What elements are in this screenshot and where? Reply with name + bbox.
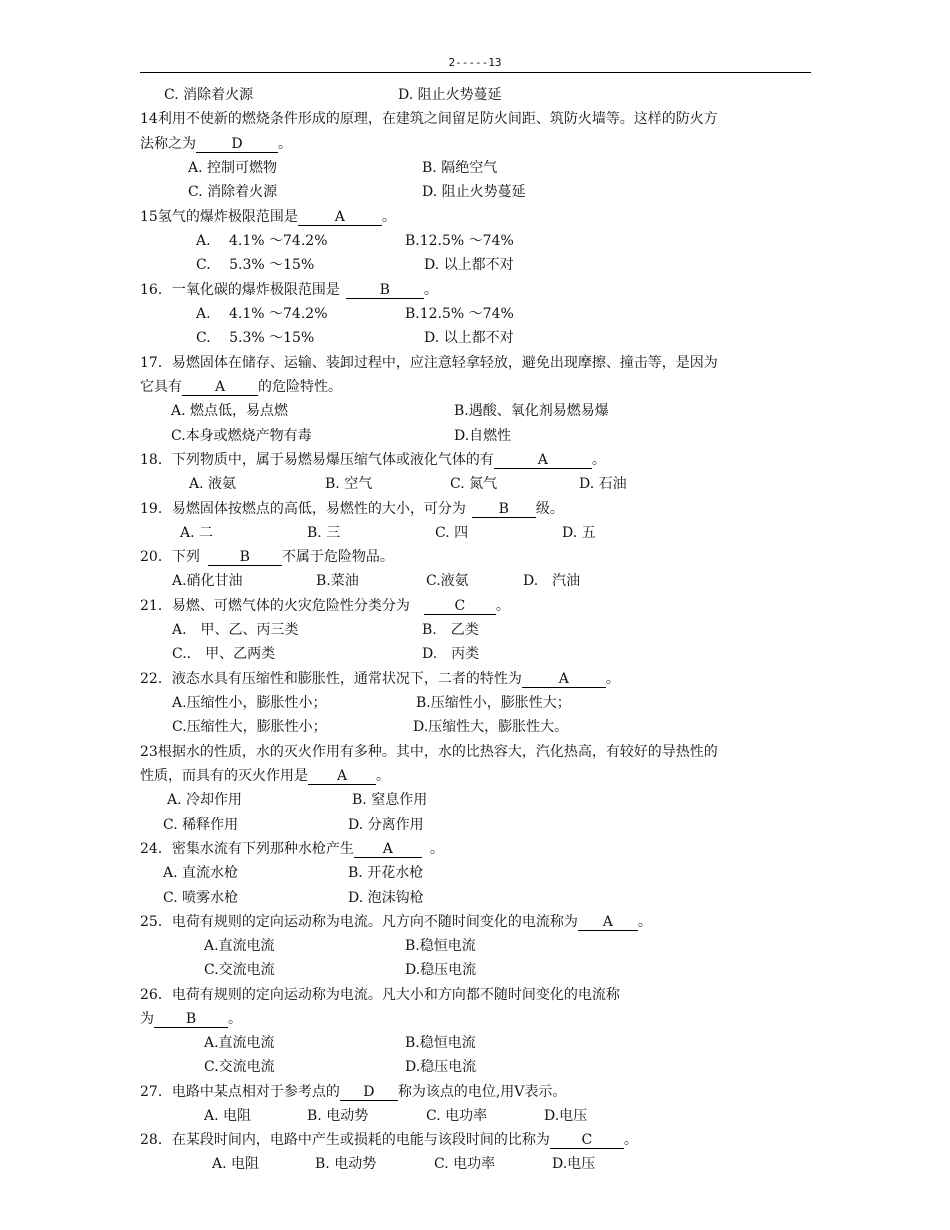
q24-text: [140, 840, 444, 858]
page-number-header: 2-----13: [448, 56, 502, 69]
q25-option-c: C.交流电流: [204, 962, 275, 978]
q22-option-d: D.压缩性大，膨胀性大。: [413, 719, 569, 735]
q19-option-c: C. 四: [435, 525, 469, 541]
q14-text-line1: 14利用不使新的燃烧条件形成的原理，在建筑之间留足防火间距、筑防火墙等。这样的防火方: [140, 111, 718, 127]
q14-option-a: A. 控制可燃物: [188, 160, 278, 176]
q28-suffix: 。: [623, 1132, 638, 1148]
q14-suffix: 。: [278, 136, 292, 152]
q16-option-c: C. 5.3% ～15%: [196, 330, 315, 346]
q24-option-a: A. 直流水枪: [163, 865, 239, 881]
q23-text-line2: [140, 767, 390, 785]
q16-option-d: D. 以上都不对: [424, 330, 514, 346]
q21-text: [140, 597, 510, 615]
q17-suffix: 的危险特性。: [258, 379, 342, 395]
q24-option-d: D. 泡沫钩枪: [348, 890, 424, 906]
q25-option-b: B.稳恒电流: [405, 938, 476, 954]
q27-text: [140, 1083, 566, 1101]
q18-option-d: D. 石油: [579, 476, 627, 492]
q17-option-c: C.本身或燃烧产物有毒: [171, 428, 312, 444]
q19-answer-blank: B: [472, 501, 536, 518]
q18-suffix: 。: [591, 452, 606, 468]
q24-option-c: C. 喷雾水枪: [163, 890, 239, 906]
q23-prefix: 性质，而具有的灭火作用是: [140, 768, 308, 784]
q16-option-b: B.12.5% ～74%: [405, 306, 514, 322]
q26-answer-blank: B: [154, 1011, 228, 1028]
q14-prefix: 法称之为: [140, 136, 196, 152]
q26-suffix: 。: [228, 1011, 242, 1027]
q20-answer-blank: B: [208, 549, 282, 566]
q14-answer-blank: D: [196, 136, 278, 153]
q20-prefix: 20．下列: [140, 549, 200, 565]
q13-option-c: C. 消除着火源: [164, 87, 254, 103]
q23-text-line1: 23根据水的性质，水的灭火作用有多种。其中，水的比热容大，汽化热高，有较好的导热性的: [140, 744, 718, 760]
q17-prefix: 它具有: [140, 379, 182, 395]
q19-option-a: A. 二: [180, 525, 214, 541]
q22-text: [140, 670, 620, 688]
q25-text: [140, 913, 652, 931]
q19-suffix: 级。: [535, 501, 564, 517]
q26-option-d: D.稳压电流: [405, 1059, 477, 1075]
q26-option-b: B.稳恒电流: [405, 1035, 476, 1051]
q15-option-c: C. 5.3% ～15%: [196, 257, 315, 273]
q16-prefix: 16．一氧化碳的爆炸极限范围是: [140, 282, 340, 298]
q18-option-c: C. 氮气: [450, 476, 498, 492]
q25-prefix: 25．电荷有规则的定向运动称为电流。凡方向不随时间变化的电流称为: [140, 914, 578, 930]
q14-text-line2: [140, 135, 292, 153]
q27-option-c: C. 电功率: [426, 1108, 488, 1124]
q13-option-d: D. 阻止火势蔓延: [398, 87, 502, 103]
q23-answer-blank: A: [308, 768, 376, 785]
q22-prefix: 22．液态水具有压缩性和膨胀性，通常状况下，二者的特性为: [140, 671, 522, 687]
q26-text-line2: [140, 1010, 242, 1028]
q28-answer-blank: C: [550, 1132, 624, 1149]
q19-option-d: D. 五: [562, 525, 596, 541]
q26-option-c: C.交流电流: [204, 1059, 275, 1075]
q17-option-a: A. 燃点低，易点燃: [171, 403, 289, 419]
q17-option-d: D.自燃性: [454, 428, 512, 444]
q20-option-d: D. 汽油: [523, 573, 581, 589]
q27-answer-blank: D: [340, 1084, 398, 1101]
q27-option-d: D.电压: [544, 1108, 588, 1124]
q21-suffix: 。: [495, 598, 510, 614]
q23-option-b: B. 窒息作用: [352, 792, 428, 808]
q23-option-a: A. 冷却作用: [167, 792, 243, 808]
q23-suffix: 。: [376, 768, 390, 784]
q27-option-a: A. 电阻: [204, 1108, 252, 1124]
q21-option-b: B. 乙类: [422, 622, 479, 638]
q20-option-c: C.液氨: [426, 573, 469, 589]
q17-answer-blank: A: [182, 379, 258, 396]
q20-option-a: A.硝化甘油: [172, 573, 243, 589]
q14-option-c: C. 消除着火源: [188, 184, 278, 200]
q27-suffix: 称为该点的电位,用V表示。: [397, 1084, 567, 1100]
q17-text-line1: 17．易燃固体在储存、运输、装卸过程中，应注意轻拿轻放，避免出现摩擦、撞击等，是因为: [140, 355, 718, 371]
q22-option-a: A.压缩性小，膨胀性小；: [172, 695, 327, 711]
q25-suffix: 。: [637, 914, 652, 930]
q25-answer-blank: A: [578, 914, 638, 931]
q25-option-d: D.稳压电流: [405, 962, 477, 978]
q23-option-c: C. 稀释作用: [163, 817, 239, 833]
q22-option-b: B.压缩性小，膨胀性大；: [416, 695, 571, 711]
q23-option-d: D. 分离作用: [348, 817, 424, 833]
q15-suffix: 。: [381, 209, 396, 225]
q15-answer-blank: A: [298, 209, 382, 226]
q24-answer-blank: A: [354, 841, 422, 858]
q18-option-b: B. 空气: [325, 476, 373, 492]
q18-text: [140, 451, 606, 469]
q21-option-a: A. 甲、乙、丙三类: [172, 622, 299, 638]
q16-text: [140, 281, 438, 299]
q19-text: [140, 500, 564, 518]
q15-prefix: 15氢气的爆炸极限范围是: [140, 209, 298, 225]
q25-option-a: A.直流电流: [204, 938, 275, 954]
q17-option-b: B.遇酸、氧化剂易燃易爆: [454, 403, 609, 419]
q15-option-b: B.12.5% ～74%: [405, 233, 514, 249]
q20-suffix: 不属于危险物品。: [281, 549, 394, 565]
q22-suffix: 。: [605, 671, 620, 687]
q17-text-line2: [140, 378, 342, 396]
q28-text: [140, 1131, 638, 1149]
q22-option-c: C.压缩性大，膨胀性小；: [172, 719, 327, 735]
q21-prefix: 21．易燃、可燃气体的火灾危险性分类分为: [140, 598, 410, 614]
q20-option-b: B.菜油: [316, 573, 359, 589]
q14-option-b: B. 隔绝空气: [422, 160, 498, 176]
q19-prefix: 19．易燃固体按燃点的高低，易燃性的大小，可分为: [140, 501, 466, 517]
q19-option-b: B. 三: [307, 525, 341, 541]
q24-option-b: B. 开花水枪: [348, 865, 424, 881]
q14-option-d: D. 阻止火势蔓延: [422, 184, 526, 200]
q16-suffix: 。: [423, 282, 438, 298]
q24-suffix: 。: [429, 841, 444, 857]
q28-option-d: D.电压: [552, 1156, 596, 1172]
q26-prefix: 为: [140, 1011, 154, 1027]
q16-answer-blank: B: [346, 282, 424, 299]
q18-prefix: 18．下列物质中，属于易燃易爆压缩气体或液化气体的有: [140, 452, 494, 468]
q16-option-a: A. 4.1% ～74.2%: [196, 306, 328, 322]
q28-option-c: C. 电功率: [434, 1156, 496, 1172]
q15-option-d: D. 以上都不对: [424, 257, 514, 273]
q28-option-b: B. 电动势: [315, 1156, 377, 1172]
q26-option-a: A.直流电流: [204, 1035, 275, 1051]
q18-option-a: A. 液氨: [189, 476, 237, 492]
q28-prefix: 28．在某段时间内，电路中产生或损耗的电能与该段时间的比称为: [140, 1132, 550, 1148]
q27-option-b: B. 电动势: [307, 1108, 369, 1124]
q15-text: [140, 208, 396, 226]
header-rule: [140, 72, 811, 73]
q26-text-line1: 26．电荷有规则的定向运动称为电流。凡大小和方向都不随时间变化的电流称: [140, 987, 620, 1003]
q27-prefix: 27．电路中某点相对于参考点的: [140, 1084, 340, 1100]
q28-option-a: A. 电阻: [212, 1156, 260, 1172]
q21-answer-blank: C: [424, 598, 496, 615]
q18-answer-blank: A: [494, 452, 592, 469]
q22-answer-blank: A: [522, 671, 606, 688]
q15-option-a: A. 4.1% ～74.2%: [196, 233, 328, 249]
q24-prefix: 24．密集水流有下列那种水枪产生: [140, 841, 354, 857]
q21-option-d: D. 丙类: [422, 646, 480, 662]
q21-option-c: C.． 甲、乙两类: [172, 646, 276, 662]
q20-text: [140, 548, 394, 566]
